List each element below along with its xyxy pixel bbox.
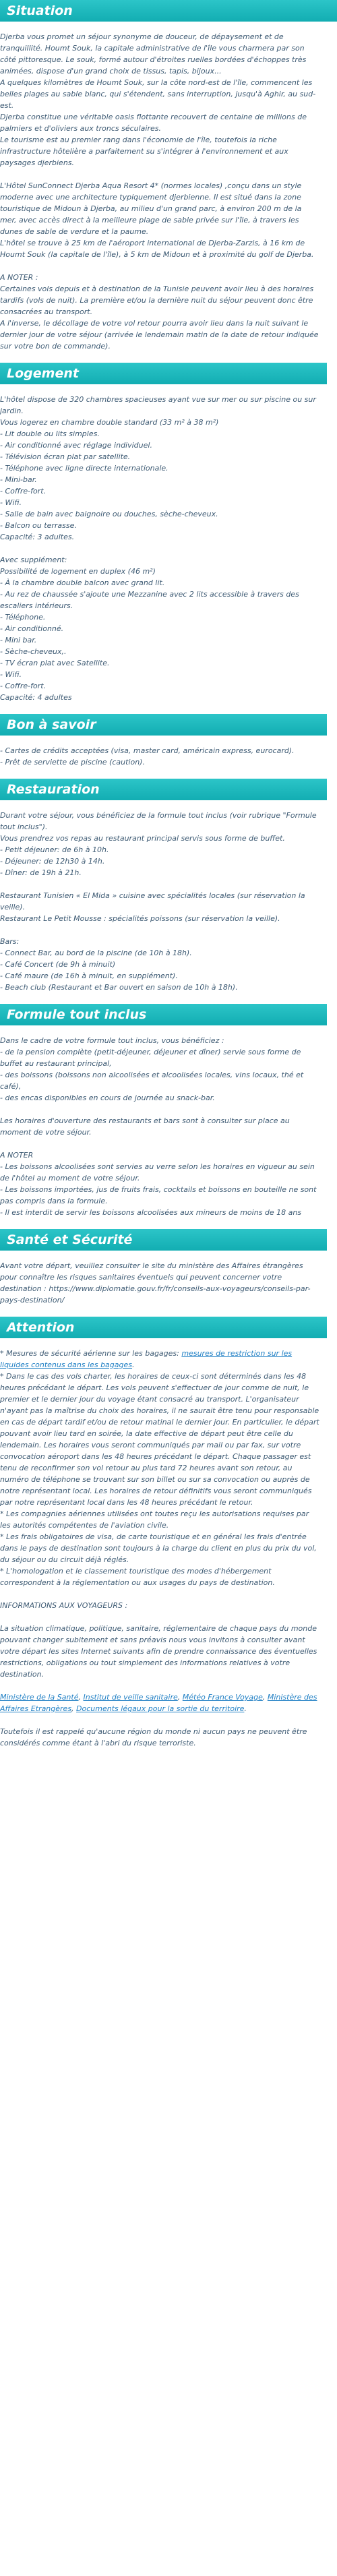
paragraph: L'Hôtel SunConnect Djerba Aqua Resort 4* (normes locales) ,conçu dans un style moderne avec une architecture typiquement djerbienne. Il est situé dans la zone touristique de Midoun à Djerba, au milieu d'un grand parc, à environ 200 m de la mer, avec accès direct à la meilleure plage de sable privée sur l'île, à travers les dunes de sable de verdure et la paume.: [0, 181, 302, 236]
link-separator: .: [244, 1704, 247, 1713]
paragraph: - Balcon ou terrasse.: [0, 521, 77, 530]
paragraph: - Café maure (de 16h à minuit, en supplément).: [0, 971, 178, 980]
paragraph: - Wifi.: [0, 498, 22, 507]
section-restauration: [0, 779, 337, 993]
section-body-bon-a-savoir: [0, 745, 327, 768]
section-title-restauration: Restauration: [0, 779, 327, 800]
paragraph: Djerba vous promet un séjour synonyme de douceur, de dépaysement et de tranquillité. Houmt Souk, la capitale administrative de l'île vous charmera par son côté pittoresque. Le souk, formé autour d'étroites ruelles bordées d'échoppes très animées, dispose d'un grand choix de tissus, tapis, bijoux...: [0, 32, 307, 76]
paragraph: - Téléphone avec ligne directe internationale.: [0, 464, 168, 473]
link-separator: ,: [262, 1693, 268, 1702]
paragraph: Vous prendrez vos repas au restaurant principal servis sous forme de buffet.: [0, 834, 285, 843]
paragraph: - Mini bar.: [0, 636, 37, 645]
paragraph: - Coffre-fort.: [0, 682, 47, 690]
paragraph: A NOTER: [0, 1151, 34, 1160]
paragraph: - Café Concert (de 9h à minuit): [0, 960, 116, 969]
paragraph: [0, 543, 320, 554]
attention-closing: [0, 1714, 320, 1749]
paragraph: - Air conditionné avec réglage individuel.: [0, 441, 152, 450]
paragraph: Toutefois il est rappelé qu'aucune région du monde ni aucun pays ne peuvent être considérés comme étant à l'abri du risque terroriste.: [0, 1727, 307, 1747]
paragraph: Avec supplément:: [0, 556, 67, 564]
paragraph: La situation climatique, politique, sanitaire, réglementaire de chaque pays du monde pouvant changer subitement et sans préavis nous vous invitons à consulter avant votre départ les sites Internet suivants afin de prendre connaissance des éventuelles restrictions, obligations ou tout simplement des informations relatives à votre destination.: [0, 1624, 317, 1679]
paragraph: A NOTER :: [0, 273, 38, 282]
attention-intro: [0, 1348, 320, 1371]
section-bon-a-savoir: [0, 714, 337, 768]
section-logement: [0, 363, 337, 703]
paragraph: Possibilité de logement en duplex (46 m²): [0, 567, 156, 576]
paragraph: Les horaires d'ouverture des restaurants et bars sont à consulter sur place au moment de votre séjour.: [0, 1116, 290, 1137]
section-title-situation: Situation: [0, 0, 337, 22]
link-separator: ,: [78, 1693, 84, 1702]
info-link[interactable]: Ministère de la Santé: [0, 1693, 79, 1702]
paragraph: [0, 169, 320, 180]
info-link[interactable]: Documents légaux pour la sortie du territoire: [76, 1704, 245, 1713]
attention-links-line: [0, 1691, 320, 1714]
info-link[interactable]: Ministère des Affaires Etrangères: [0, 1693, 317, 1713]
paragraph: [0, 1714, 320, 1726]
paragraph: - Connect Bar, au bord de la piscine (de 10h à 18h).: [0, 949, 192, 957]
section-title-formule: Formule tout inclus: [0, 1004, 327, 1025]
paragraph: [0, 260, 320, 272]
liquids-restriction-link[interactable]: mesures de restriction sur les liquides contenus dans les bagages: [0, 1349, 293, 1369]
paragraph: - Les boissons alcoolisées sont servies au verre selon les horaires en vigueur au sein de l'hôtel au moment de votre séjour.: [0, 1162, 315, 1182]
paragraph: - des encas disponibles en cours de journée au snack-bar.: [0, 1094, 215, 1102]
paragraph: [0, 1104, 320, 1115]
paragraph: - Sèche-cheveux,.: [0, 647, 67, 656]
paragraph: - Lit double ou lits simples.: [0, 429, 100, 438]
paragraph: Durant votre séjour, vous bénéficiez de la formule tout inclus (voir rubrique "Formule tout inclus").: [0, 811, 317, 831]
paragraph: - Déjeuner: de 12h30 à 14h.: [0, 857, 105, 866]
section-body-restauration: [0, 810, 327, 993]
paragraph: - Dîner: de 19h à 21h.: [0, 868, 82, 877]
section-title-attention: Attention: [0, 1317, 327, 1338]
paragraph: * L'homologation et le classement touristique des modes d'hébergement correspondent à la réglementation ou aux usages du pays de destination.: [0, 1567, 275, 1587]
paragraph: - Il est interdit de servir les boissons alcoolisées aux mineurs de moins de 18 ans: [0, 1208, 302, 1217]
paragraph: - Petit déjeuner: de 6h à 10h.: [0, 845, 109, 854]
section-title-logement: Logement: [0, 363, 327, 384]
paragraph: - Téléphone.: [0, 613, 46, 622]
paragraph: - Air conditionné.: [0, 624, 64, 633]
paragraph: * Les frais obligatoires de visa, de carte touristique et en général les frais d'entrée dans le pays de destination sont toujours à la charge du client en plus du prix du vol, du séjour ou du circuit déjà réglés.: [0, 1532, 317, 1564]
paragraph: L'hôtel dispose de 320 chambres spacieuses ayant vue sur mer ou sur piscine ou sur jardin.: [0, 395, 316, 415]
paragraph: [0, 1611, 320, 1623]
paragraph: - de la pension complète (petit-déjeuner, déjeuner et dîner) servie sous forme de buffet au restaurant principal,: [0, 1048, 301, 1068]
paragraph: - Wifi.: [0, 670, 22, 679]
section-body-attention: [0, 1348, 327, 1749]
paragraph: - des boissons (boissons non alcoolisées et alcoolisées locales, vins locaux, thé et café),: [0, 1071, 304, 1091]
paragraph: L'hôtel se trouve à 25 km de l'aéroport international de Djerba-Zarzis, à 16 km de Houmt Souk (la capitale de l'île), à 5 km de Midoun et à proximité du golf de Djerba.: [0, 239, 314, 259]
paragraph: * Dans le cas des vols charter, les horaires de ceux-ci sont déterminés dans les 48 heures précédant le départ. Les vols peuvent s'effectuer de jour comme de nuit, le premier et le dernier jour du voyage étant consacré au transport. L'organisateur n'ayant pas la maîtrise du choix des horaires, il ne saurait être tenu pour responsable en cas de départ tardif et/ou de retour matinal le dernier jour. En particulier, le départ pouvant avoir lieu tard en soirée, la date effective de départ peut être celle du lendemain. Les horaires vous seront communiqués par mail ou par fax, sur votre convocation aéroport dans les 48 heures précédant le départ. Chaque passager est tenu de reconfirmer son vol retour au plus tard 72 heures avant son retour, au numéro de téléphone se trouvant sur son billet ou sur sa convocation ou auprès de notre représentant local. Les horaires de retour définitifs vous seront communiqués par notre représentant local dans les 48 heures précédant le retour.: [0, 1372, 319, 1507]
paragraph: Djerba constitue une véritable oasis flottante recouvert de centaine de millions de palmiers et d'oliviers aux troncs séculaires.: [0, 113, 307, 133]
paragraph: - Télévision écran plat par satellite.: [0, 452, 131, 461]
link-separator: ,: [71, 1704, 77, 1713]
paragraph: Certaines vols depuis et à destination de la Tunisie peuvent avoir lieu à des horaires tardifs (vols de nuit). La première et/ou la dernière nuit du séjour peuvent donc être consacrées au transport.: [0, 284, 314, 316]
paragraph: - Beach club (Restaurant et Bar ouvert en saison de 10h à 18h).: [0, 983, 238, 992]
paragraph: - TV écran plat avec Satellite.: [0, 659, 110, 667]
paragraph: - Mini-bar.: [0, 475, 37, 484]
paragraph: - Au rez de chaussée s'ajoute une Mezzanine avec 2 lits accessible à travers des escaliers intérieurs.: [0, 590, 299, 610]
paragraph: Restaurant Le Petit Mousse : spécialités poissons (sur réservation la veille).: [0, 914, 280, 923]
section-sante-securite: [0, 1229, 337, 1306]
paragraph: [0, 1588, 320, 1600]
section-situation: [0, 0, 337, 352]
paragraph: Vous logerez en chambre double standard (33 m² à 38 m²): [0, 418, 219, 427]
attention-intro-text: * Mesures de sécurité aérienne sur les bagages:: [0, 1349, 182, 1358]
section-title-bon-a-savoir: Bon à savoir: [0, 714, 327, 736]
section-body-situation: [0, 31, 327, 352]
paragraph: [0, 878, 320, 890]
paragraph: Restaurant Tunisien « El Mida » cuisine avec spécialités locales (sur réservation la veille).: [0, 891, 305, 911]
link-separator: ,: [177, 1693, 183, 1702]
section-body-formule: [0, 1035, 327, 1218]
paragraph: Dans le cadre de votre formule tout inclus, vous bénéficiez :: [0, 1036, 224, 1045]
section-title-sante: Santé et Sécurité: [0, 1229, 327, 1251]
paragraph: Le tourisme est au premier rang dans l'économie de l'île, toutefois la riche infrastructure hôtelière a parfaitement su s'intégrer à l'environnement et aux paysages djerbiens.: [0, 136, 288, 167]
paragraph: [0, 924, 320, 936]
paragraph: INFORMATIONS AUX VOYAGEURS :: [0, 1601, 128, 1610]
section-formule-tout-inclus: [0, 1004, 337, 1218]
info-link[interactable]: Météo France Voyage: [182, 1693, 263, 1702]
paragraph: - Coffre-fort.: [0, 487, 47, 496]
paragraph: - Prêt de serviette de piscine (caution).: [0, 758, 145, 767]
paragraph: A l'inverse, le décollage de votre vol retour pourra avoir lieu dans la nuit suivant le dernier jour de votre séjour (arrivée le lendemain matin de la date de retour indiquée sur votre bon de commande).: [0, 319, 319, 351]
section-body-logement: [0, 394, 327, 703]
paragraph: [0, 1138, 320, 1149]
info-link[interactable]: Institut de veille sanitaire: [83, 1693, 178, 1702]
paragraph: Capacité: 3 adultes.: [0, 533, 75, 541]
paragraph: - À la chambre double balcon avec grand lit.: [0, 578, 165, 587]
paragraph: - Les boissons importées, jus de fruits frais, cocktails et boissons en bouteille ne sont pas compris dans la formule.: [0, 1185, 317, 1205]
paragraph: Avant votre départ, veuillez consulter le site du ministère des Affaires étrangères pour connaître les risques sanitaires éventuels qui peuvent concerner votre destination : https://www.diplomatie.gouv.fr/fr/conseils-aux-voyageurs/conseils-par-pays-destination/: [0, 1261, 311, 1305]
paragraph: - Salle de bain avec baignoire ou douches, sèche-cheveux.: [0, 510, 218, 518]
attention-paragraphs: [0, 1371, 320, 1691]
paragraph: Bars:: [0, 937, 20, 946]
paragraph: * Les compagnies aériennes utilisées ont toutes reçu les autorisations requises par les autorités compétentes de l'aviation civile.: [0, 1509, 309, 1530]
section-body-sante: [0, 1260, 327, 1306]
attention-intro-end: .: [132, 1360, 135, 1369]
paragraph: - Cartes de crédits acceptées (visa, master card, américain express, eurocard).: [0, 746, 295, 755]
paragraph: [0, 1680, 320, 1691]
paragraph: Capacité: 4 adultes: [0, 693, 72, 702]
paragraph: A quelques kilomètres de Houmt Souk, sur la côte nord-est de l'île, commencent les belles plages au sable blanc, qui s'étendent, sans interruption, jusqu'à Aghir, au sud-est.: [0, 78, 316, 110]
section-attention: [0, 1317, 337, 1749]
